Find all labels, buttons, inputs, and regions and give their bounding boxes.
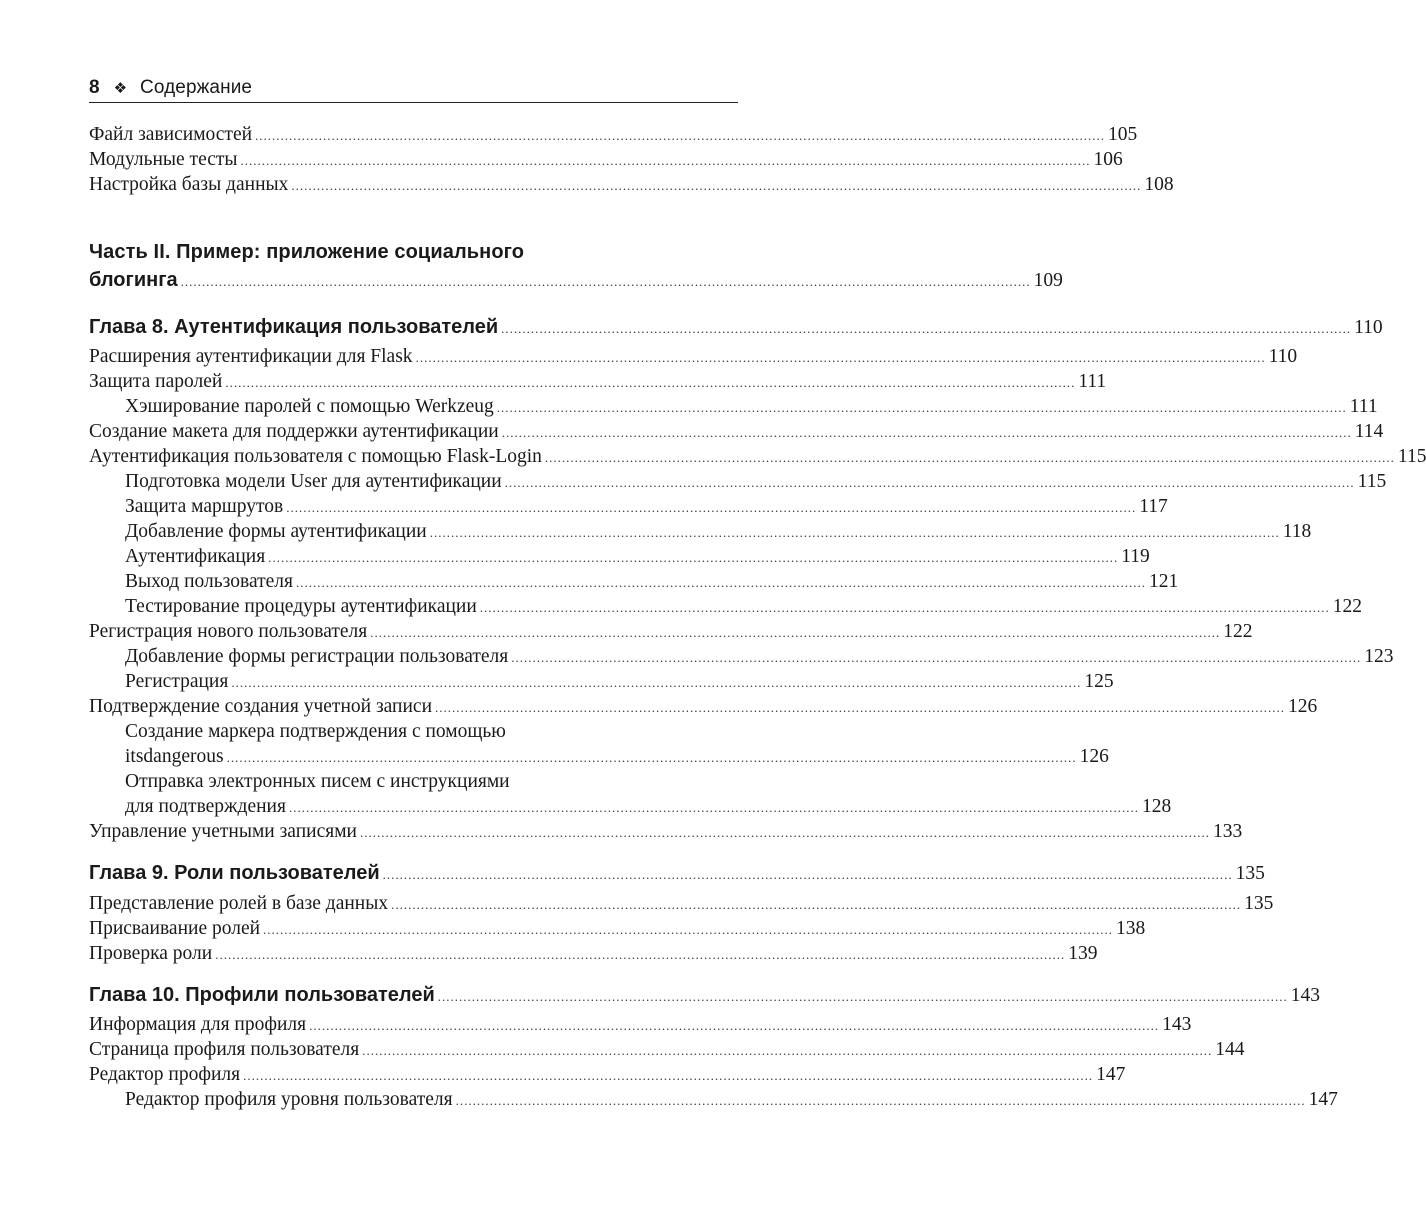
toc-page-ref: 110	[1354, 317, 1383, 338]
toc-page-ref: 135	[1244, 893, 1274, 914]
toc-page-ref: 119	[1121, 546, 1150, 567]
leader-dots: ........................................................................................................................................................................................................	[240, 153, 1091, 168]
leader-dots: ........................................................................................................................................................................................................	[243, 1068, 1094, 1083]
toc-entry[interactable]: Аутентификация пользователя с помощью Flask-Login ........................................................................................................................................................................................................ 115	[89, 446, 1426, 467]
leader-dots: ........................................................................................................................................................................................................	[501, 425, 1352, 440]
toc-page-ref: 125	[1084, 671, 1114, 692]
toc-entry[interactable]: Проверка роли ........................................................................................................................................................................................................ 139	[89, 943, 1098, 964]
leader-dots: ........................................................................................................................................................................................................	[268, 550, 1119, 565]
leader-dots: ........................................................................................................................................................................................................	[263, 922, 1114, 937]
leader-dots: ........................................................................................................................................................................................................	[370, 625, 1221, 640]
chapter-entry[interactable]: Глава 8. Аутентификация пользователей ........................................................................................................................................................................................................ 110	[89, 316, 1383, 338]
toc-subentry[interactable]: Защита маршрутов ........................................................................................................................................................................................................ 117	[125, 496, 1168, 517]
toc-entry[interactable]: Модульные тесты ........................................................................................................................................................................................................ 106	[89, 149, 1123, 170]
leader-dots: ........................................................................................................................................................................................................	[225, 375, 1076, 390]
toc-entry[interactable]: Создание макета для поддержки аутентификации ........................................................................................................................................................................................................ 114	[89, 421, 1384, 442]
toc-entry[interactable]: Регистрация нового пользователя ........................................................................................................................................................................................................ 122	[89, 621, 1253, 642]
toc-subentry-line1[interactable]: Создание маркера подтверждения с помощью	[125, 721, 506, 742]
toc-entry[interactable]: Представление ролей в базе данных ........................................................................................................................................................................................................ 135	[89, 893, 1274, 914]
leader-dots: ........................................................................................................................................................................................................	[295, 575, 1146, 590]
toc-page-ref: 139	[1068, 943, 1098, 964]
toc-page-ref: 111	[1078, 371, 1107, 392]
toc-entry[interactable]: Информация для профиля ........................................................................................................................................................................................................ 143	[89, 1014, 1192, 1035]
leader-dots: ........................................................................................................................................................................................................	[437, 989, 1288, 1004]
toc-subentry[interactable]: Выход пользователя ........................................................................................................................................................................................................ 121	[125, 571, 1179, 592]
leader-dots: ........................................................................................................................................................................................................	[429, 525, 1280, 540]
toc-page-ref: 126	[1079, 746, 1109, 767]
toc-page-ref: 114	[1354, 421, 1384, 442]
toc-subentry[interactable]: Регистрация ........................................................................................................................................................................................................ 125	[125, 671, 1114, 692]
toc-page-ref: 105	[1108, 124, 1138, 145]
toc-page-ref: 143	[1162, 1014, 1192, 1035]
toc-page-ref: 106	[1093, 149, 1123, 170]
toc-subentry[interactable]: Редактор профиля уровня пользователя ........................................................................................................................................................................................................ 147	[125, 1089, 1338, 1110]
leader-dots: ........................................................................................................................................................................................................	[215, 947, 1066, 962]
toc-entry[interactable]: Защита паролей ........................................................................................................................................................................................................ 111	[89, 371, 1107, 392]
toc-page-ref: 133	[1212, 821, 1243, 842]
toc-page-ref: 122	[1332, 596, 1363, 617]
toc-page-ref: 144	[1215, 1039, 1245, 1060]
toc-page-ref: 111	[1349, 396, 1378, 417]
leader-dots: ........................................................................................................................................................................................................	[286, 500, 1137, 515]
toc-page-ref: 121	[1148, 571, 1179, 592]
toc-page-ref: 138	[1116, 918, 1146, 939]
chapter-entry[interactable]: Глава 10. Профили пользователей ........................................................................................................................................................................................................ 143	[89, 984, 1321, 1006]
toc-entry[interactable]: Подтверждение создания учетной записи ........................................................................................................................................................................................................ 126	[89, 696, 1318, 717]
leader-dots: ........................................................................................................................................................................................................	[435, 700, 1286, 715]
leader-dots: ........................................................................................................................................................................................................	[504, 475, 1355, 490]
leader-dots: ........................................................................................................................................................................................................	[359, 825, 1210, 840]
toc-subentry[interactable]: Аутентификация ........................................................................................................................................................................................................ 119	[125, 546, 1150, 567]
toc-page-ref: 147	[1096, 1064, 1126, 1085]
leader-dots: ........................................................................................................................................................................................................	[231, 675, 1082, 690]
leader-dots: ........................................................................................................................................................................................................	[415, 350, 1266, 365]
toc-page-ref: 135	[1235, 863, 1265, 884]
toc-subentry[interactable]: itsdangerous ........................................................................................................................................................................................................ 126	[125, 746, 1109, 767]
toc-subentry[interactable]: Добавление формы регистрации пользователя ........................................................................................................................................................................................................ 123	[125, 646, 1394, 667]
toc-subentry[interactable]: Подготовка модели User для аутентификации ........................................................................................................................................................................................................ 115	[125, 471, 1387, 492]
header-title: Содержание	[140, 77, 253, 98]
toc-page-ref: 147	[1308, 1089, 1338, 1110]
toc-page-ref: 122	[1223, 621, 1253, 642]
leader-dots: ........................................................................................................................................................................................................	[226, 750, 1077, 765]
toc-subentry[interactable]: для подтверждения ........................................................................................................................................................................................................ 128	[125, 796, 1172, 817]
toc-subentry[interactable]: Добавление формы аутентификации ........................................................................................................................................................................................................ 118	[125, 521, 1312, 542]
toc-page-ref: 115	[1357, 471, 1387, 492]
toc-page-ref: 118	[1282, 521, 1312, 542]
leader-dots: ........................................................................................................................................................................................................	[391, 897, 1242, 912]
toc-entry[interactable]: Редактор профиля ........................................................................................................................................................................................................ 147	[89, 1064, 1126, 1085]
leader-dots: ........................................................................................................................................................................................................	[455, 1093, 1306, 1108]
leader-dots: ........................................................................................................................................................................................................	[479, 600, 1330, 615]
toc-page-ref: 128	[1141, 796, 1172, 817]
toc-page-ref: 126	[1288, 696, 1318, 717]
leader-dots: ........................................................................................................................................................................................................	[291, 178, 1142, 193]
part-entry[interactable]: блогинга ........................................................................................................................................................................................................ 109	[89, 269, 1063, 291]
toc-page-ref: 143	[1290, 985, 1321, 1006]
toc-subentry-line1[interactable]: Отправка электронных писем с инструкциями	[125, 771, 510, 792]
leader-dots: ........................................................................................................................................................................................................	[382, 867, 1233, 882]
leader-dots: ........................................................................................................................................................................................................	[309, 1018, 1160, 1033]
leader-dots: ........................................................................................................................................................................................................	[544, 450, 1395, 465]
toc-page-ref: 110	[1268, 346, 1298, 367]
toc-page-ref: 115	[1397, 446, 1426, 467]
leader-dots: ........................................................................................................................................................................................................	[255, 128, 1106, 143]
toc-entry[interactable]: Настройка базы данных ........................................................................................................................................................................................................ 108	[89, 174, 1174, 195]
leader-dots: ........................................................................................................................................................................................................	[288, 800, 1139, 815]
toc-subentry[interactable]: Тестирование процедуры аутентификации ........................................................................................................................................................................................................ 122	[125, 596, 1363, 617]
toc-entry[interactable]: Расширения аутентификации для Flask ........................................................................................................................................................................................................ 110	[89, 346, 1298, 367]
leader-dots: ........................................................................................................................................................................................................	[180, 274, 1031, 289]
toc-page-ref: 117	[1139, 496, 1168, 517]
toc-page-ref: 108	[1144, 174, 1174, 195]
toc-page-ref: 123	[1364, 646, 1394, 667]
toc-entry[interactable]: Присваивание ролей ........................................................................................................................................................................................................ 138	[89, 918, 1146, 939]
leader-dots: ........................................................................................................................................................................................................	[362, 1043, 1213, 1058]
leader-dots: ........................................................................................................................................................................................................	[501, 321, 1352, 336]
toc-entry[interactable]: Файл зависимостей ........................................................................................................................................................................................................ 105	[89, 124, 1138, 145]
part-title-line1[interactable]: Часть II. Пример: приложение социального	[89, 241, 525, 263]
toc-entry[interactable]: Управление учетными записями ........................................................................................................................................................................................................ 133	[89, 821, 1243, 842]
chapter-entry[interactable]: Глава 9. Роли пользователей ........................................................................................................................................................................................................ 135	[89, 862, 1265, 884]
ornament-icon: ❖	[113, 80, 128, 97]
page-number: 8	[89, 77, 100, 98]
toc-entry[interactable]: Страница профиля пользователя ........................................................................................................................................................................................................ 144	[89, 1039, 1245, 1060]
running-header	[89, 74, 738, 103]
toc-subentry[interactable]: Хэширование паролей с помощью Werkzeug ........................................................................................................................................................................................................ 111	[125, 396, 1378, 417]
toc-page-ref: 109	[1033, 270, 1063, 291]
leader-dots: ........................................................................................................................................................................................................	[511, 650, 1362, 665]
leader-dots: ........................................................................................................................................................................................................	[496, 400, 1347, 415]
